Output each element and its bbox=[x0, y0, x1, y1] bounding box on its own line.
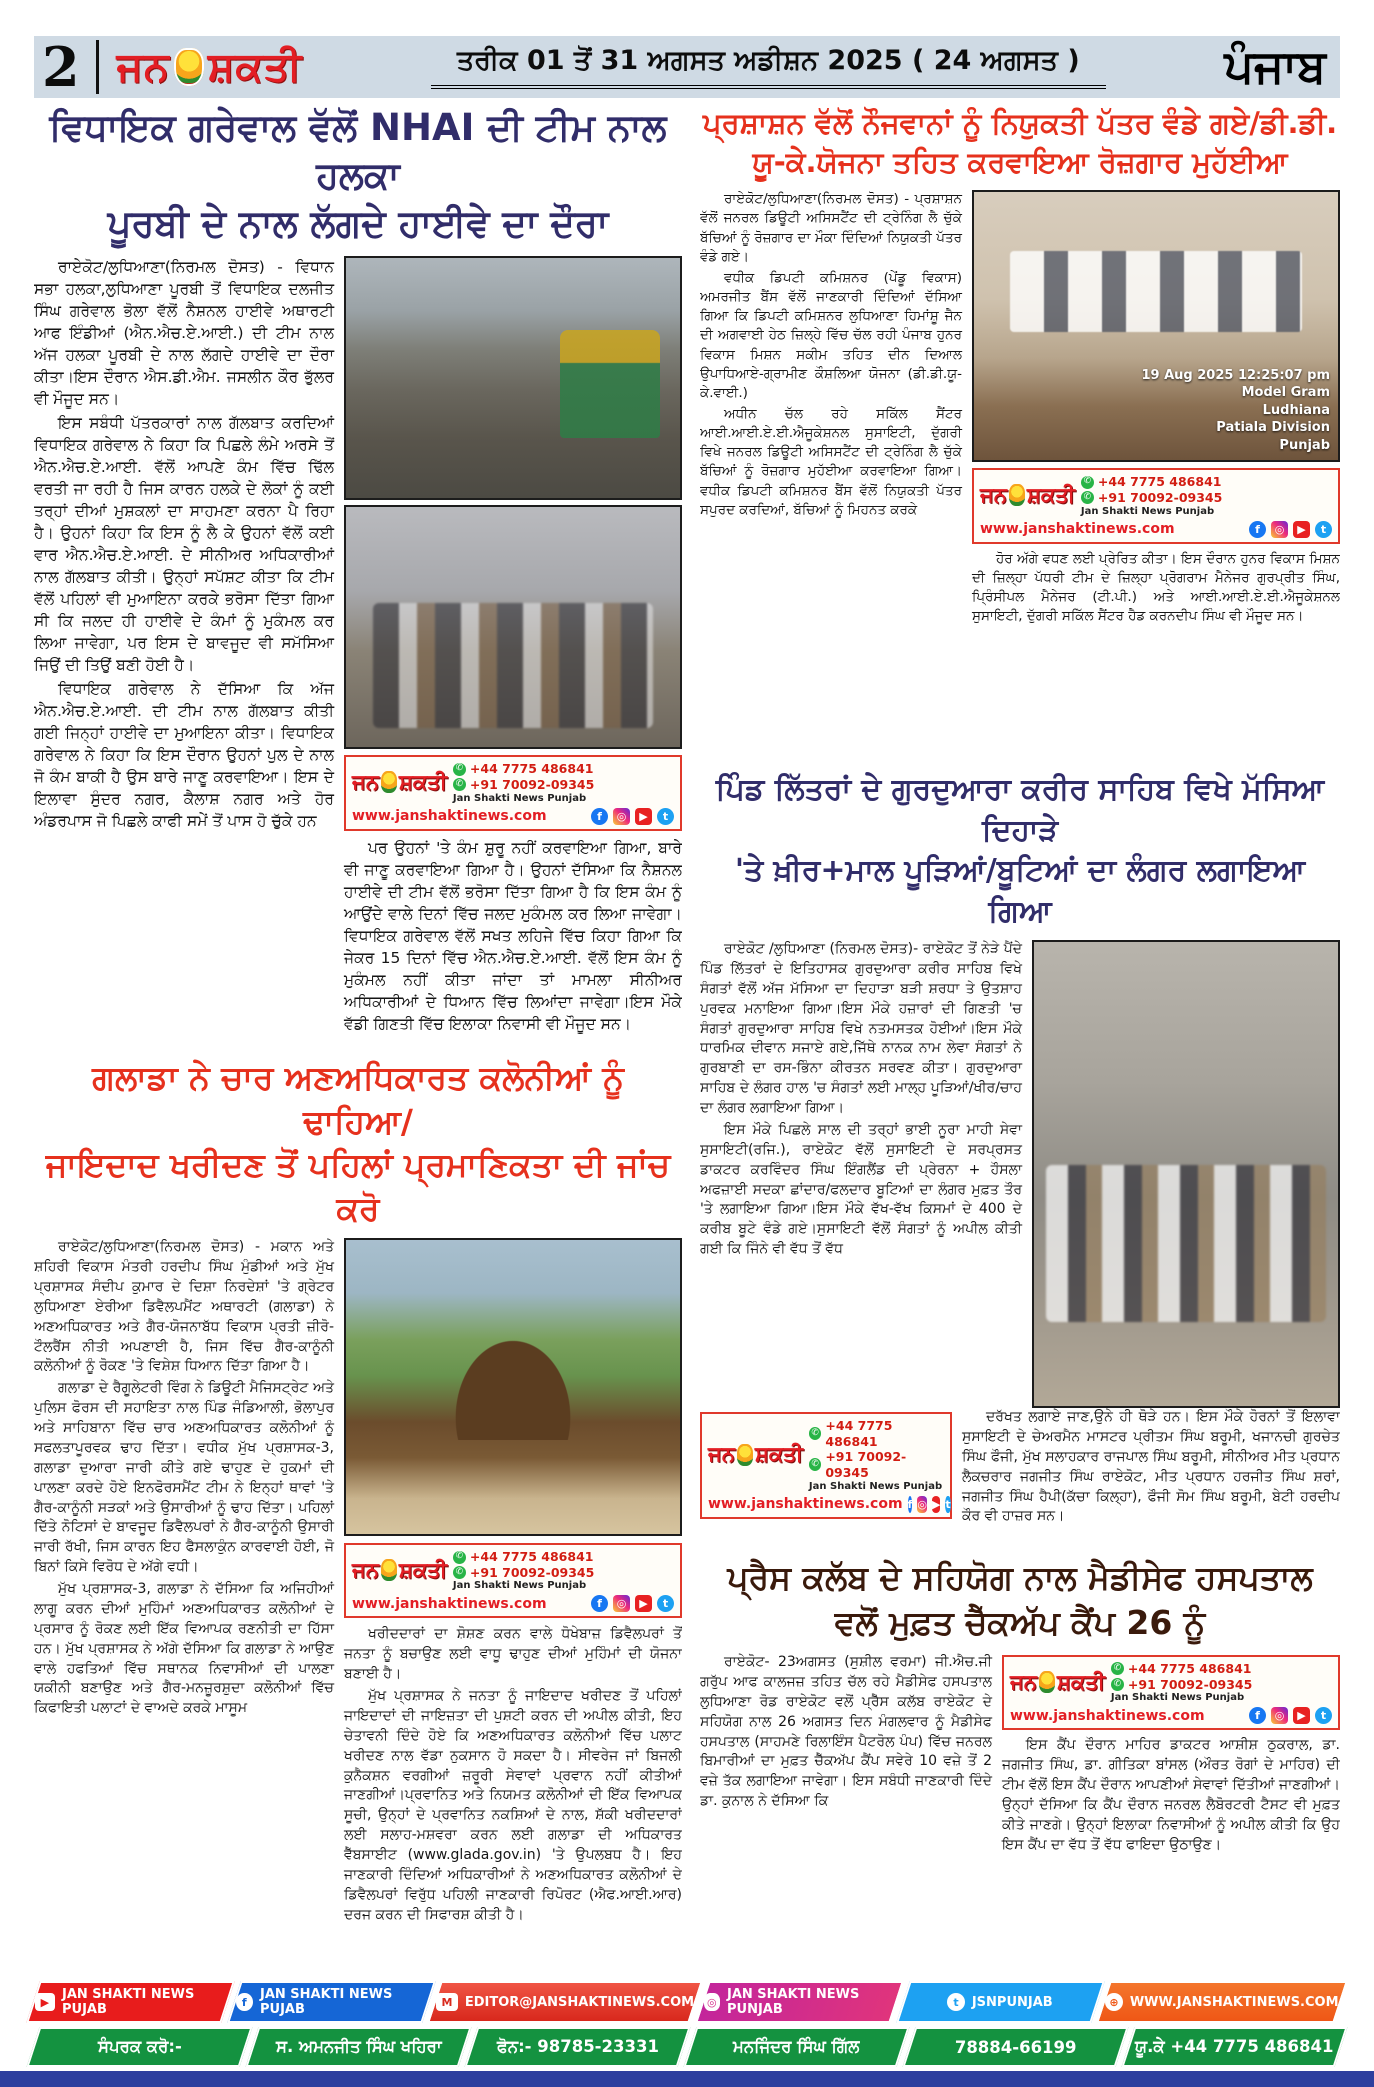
whatsapp-icon: ✆ bbox=[453, 763, 466, 776]
twitter-icon: t bbox=[657, 1595, 674, 1612]
whatsapp-icon: ✆ bbox=[1111, 1662, 1124, 1675]
paragraph: ਰਾਏਕੋਟ- 23ਅਗਸਤ (ਸੁਸ਼ੀਲ ਵਰਮਾ) ਜੀ.ਐਚ.ਜੀ ਗਰੁੱਪ ਆਫ ਕਾਲਜਜ਼ ਤਹਿਤ ਚੱਲ ਰਹੇ ਮੈਡੀਸੇਫ ਹਸਪਤਾਲ ਲੁਧਿਆਣਾ ਰੋਡ ਰਾਏਕੋਟ ਵਲੋਂ ਪ੍ਰੈੱਸ ਕਲੱਬ ਰਾਏਕੋਟ ਦੇ ਸਹਿਯੋਗ ਨਾਲ 26 ਅਗਸਤ ਦਿਨ ਮੰਗਲਵਾਰ ਨੂੰ ਮੈਡੀਸੇਫ ਹਸਪਤਾਲ (ਸਾਹਮਣੇ ਰਿਲਾਇੰਸ ਪੈਟਰੋਲ ਪੰਪ) ਵਿੱਚ ਜਨਰਲ ਬਿਮਾਰੀਆਂ ਦਾ ਮੁਫ਼ਤ ਚੈੱਕਅੱਪ ਕੈਂਪ ਸਵੇਰੇ 10 ਵਜ਼ੇ ਤੋਂ 2 ਵਜ਼ੇ ਤੱਕ ਲਗਾਇਆ ਜਾਵੇਗਾ। ਇਸ ਸਬੰਧੀ ਜਾਣਕਾਰੀ ਦਿੰਦੇ ਡਾ. ਕੁਨਾਲ ਨੇ ਦੱਸਿਆ ਕਿ bbox=[700, 1654, 992, 1810]
highway-inspection-photo-2 bbox=[344, 505, 682, 749]
badge-phone-india: ✆ +91 70092-09345 bbox=[1081, 490, 1332, 506]
article-bottom-section bbox=[700, 1408, 1340, 1527]
facebook-icon: f bbox=[591, 808, 608, 825]
facebook-icon: f bbox=[236, 1993, 253, 2011]
badge-name: Jan Shakti News Punjab bbox=[808, 1480, 943, 1492]
instagram-icon: ◎ bbox=[613, 1595, 630, 1612]
newspaper-logo bbox=[99, 44, 321, 90]
whatsapp-icon: ✆ bbox=[453, 778, 466, 791]
gurdwara-sangat-photo bbox=[1032, 940, 1340, 1408]
article-media-column bbox=[344, 256, 682, 1036]
article-headline: ਵਿਧਾਇਕ ਗਰੇਵਾਲ ਵੱਲੋਂ NHAI ਦੀ ਟੀਮ ਨਾਲ ਹਲਕਾ ਪੂਰਬੀ ਦੇ ਨਾਲ ਲੱਗਦੇ ਹਾਈਵੇ ਦਾ ਦੌਰਾ bbox=[49, 106, 667, 246]
paragraph: ਪਰ ਉਹਨਾਂ 'ਤੇ ਕੰਮ ਸ਼ੁਰੂ ਨਹੀਂ ਕਰਵਾਇਆ ਗਿਆ, ਬਾਰੇ ਵੀ ਜਾਣੂ ਕਰਵਾਇਆ ਗਿਆ ਹੈ। ਉਹਨਾਂ ਦੱਸਿਆ ਕਿ ਨੈਸ਼ਨਲ ਹਾਈਵੇ ਦੀ ਟੀਮ ਵੱਲੋਂ ਭਰੋਸਾ ਦਿੱਤਾ ਗਿਆ ਹੈ ਕਿ ਇਸ ਕੰਮ ਨੂੰ ਆਉਂਦੇ ਵਾਲੇ ਦਿਨਾਂ ਵਿੱਚ ਜਲਦ ਮੁਕੰਮਲ ਕਰ ਲਿਆ ਜਾਵੇਗਾ।ਵਿਧਾਇਕ ਗਰੇਵਾਲ ਵੱਲੋਂ ਸਖਤ ਲਹਿਜੇ ਵਿੱਚ ਕਿਹਾ ਗਿਆ ਕਿ ਜੇਕਰ 15 ਦਿਨਾਂ ਵਿੱਚ ਐਨ.ਐਚ.ਏ.ਆਈ. ਵੱਲੋਂ ਇਸ ਕੰਮ ਨੂੰ ਮੁਕੰਮਲ ਨਹੀਂ ਕੀਤਾ ਜਾਂਦਾ ਤਾਂ ਮਾਮਲਾ ਸੀਨੀਅਰ ਅਧਿਕਾਰੀਆਂ ਦੇ ਧਿਆਨ ਵਿੱਚ ਲਿਆਂਦਾ ਜਾਵੇਗਾ।ਇਸ ਮੌਕੇ ਵੱਡੀ ਗਿਣਤੀ ਵਿੱਚ ਇਲਾਕਾ ਨਿਵਾਸੀ ਵੀ ਮੌਜੂਦ ਸਨ। bbox=[344, 838, 682, 1033]
janshakti-contact-badge bbox=[344, 755, 682, 830]
footer-contact-cell: ਸੰਪਰਕ ਕਰੋ:- bbox=[27, 2027, 253, 2067]
footer-social-twitter: t JSNPUNJAB bbox=[896, 1981, 1104, 2023]
badge-phone-india: ✆ +91 70092-09345 bbox=[809, 1449, 944, 1480]
whatsapp-icon: ✆ bbox=[453, 1566, 466, 1579]
paragraph: ਵਧੀਕ ਡਿਪਟੀ ਕਮਿਸ਼ਨਰ (ਪੇਂਡੂ ਵਿਕਾਸ) ਅਮਰਜੀਤ ਬੈਂਸ ਵੱਲੋਂ ਜਾਣਕਾਰੀ ਦਿੰਦਿਆਂ ਦੱਸਿਆ ਗਿਆ ਕਿ ਡਿਪਟੀ ਕਮਿਸ਼ਨਰ ਲੁਧਿਆਣਾ ਹਿਮਾਂਸ਼ੂ ਜੈਨ ਦੀ ਅਗਵਾਈ ਹੇਠ ਜ਼ਿਲ੍ਹੇ ਵਿੱਚ ਚੱਲ ਰਹੀ ਪੰਜਾਬ ਹੁਨਰ ਵਿਕਾਸ ਮਿਸ਼ਨ ਸਕੀਮ ਤਹਿਤ ਦੀਨ ਦਿਆਲ ਉਪਾਧਿਆਏ-ਗ੍ਰਾਮੀਣ ਕੌਸ਼ਲਿਆ ਯੋਜਨਾ (ਡੀ.ਡੀ.ਯੂ-ਕੇ.ਵਾਈ.) bbox=[700, 269, 962, 401]
article-media-column bbox=[1002, 1653, 1340, 1858]
bottom-blue-strip bbox=[0, 2071, 1374, 2087]
youtube-icon: ▶ bbox=[35, 1993, 55, 2011]
badge-logo: ਜਨ ਸ਼ਕਤੀ bbox=[352, 769, 447, 794]
paragraph: ਇਸ ਕੈਂਪ ਦੌਰਾਨ ਮਾਹਿਰ ਡਾਕਟਰ ਆਸ਼ੀਸ਼ ਠੁਕਰਾਲ, ਡਾ. ਜਗਜੀਤ ਸਿੰਘ, ਡਾ. ਗੀਤਿਕਾ ਬਾਂਸਲ (ਔਰਤ ਰੋਗਾਂ ਦੇ ਮਾਹਿਰ) ਦੀ ਟੀਮ ਵੱਲੋਂ ਇਸ ਕੈਂਪ ਦੌਰਾਨ ਆਪਣੀਆਂ ਸੇਵਾਵਾਂ ਦਿੱਤੀਆਂ ਜਾਣਗੀਆਂ। ਉਨ੍ਹਾਂ ਦੱਸਿਆ ਕਿ ਕੈਂਪ ਦੌਰਾਨ ਜਨਰਲ ਲੈਬੋਰਟਰੀ ਟੈਸਟ ਵੀ ਮੁਫ਼ਤ ਕੀਤੇ ਜਾਣਗੇ। ਉਨ੍ਹਾਂ ਇਲਾਕਾ ਨਿਵਾਸੀਆਂ ਨੂੰ ਅਪੀਲ ਕੀਤੀ ਕਿ ਉਹ ਇਸ ਕੈਂਪ ਦਾ ਵੱਧ ਤੋਂ ਵੱਧ ਫਾਇਦਾ ਉਠਾਉਣ। bbox=[1002, 1737, 1340, 1853]
article-free-checkup-camp bbox=[700, 1556, 1340, 1970]
footer-social-instagram: ◎ JAN SHAKTI NEWS PUNJAB bbox=[695, 1981, 903, 2023]
footer-contact-cell: ਫੋਨ:- 98785-23331 bbox=[465, 2027, 691, 2067]
badge-logo: ਜਨ ਸ਼ਕਤੀ bbox=[1010, 1669, 1105, 1694]
logo-word-left: ਜਨ bbox=[116, 44, 170, 90]
janshakti-contact-badge bbox=[344, 1543, 682, 1618]
article-media-column bbox=[972, 190, 1340, 628]
badge-phone-uk: ✆ +44 7775 486841 bbox=[453, 761, 674, 777]
janshakti-emblem-icon bbox=[174, 48, 204, 86]
badge-website: www.janshaktinews.com bbox=[352, 1595, 547, 1612]
article-text-column bbox=[700, 1653, 992, 1858]
instagram-icon: ◎ bbox=[1271, 521, 1288, 538]
photo-timestamp: 19 Aug 2025 12:25:07 pm Model Gram Ludhiana Patiala Division Punjab bbox=[1141, 367, 1330, 453]
article-headline: ਪਿੰਡ ਲਿੱਤਰਾਂ ਦੇ ਗੁਰਦੁਆਰਾ ਕਰੀਰ ਸਾਹਿਬ ਵਿਖੇ ਮੱਸਿਆ ਦਿਹਾੜੇ 'ਤੇ ਖ਼ੀਰ+ਮਾਲ ਪੂੜਿਆਂ/ਬੂਟਿਆਂ ਦਾ ਲੰਗਰ ਲਗਾਇਆ ਗਿਆ bbox=[715, 772, 1325, 929]
badge-website: www.janshaktinews.com bbox=[1010, 1707, 1205, 1724]
article-headline: ਪ੍ਰੈਸ ਕਲੱਬ ਦੇ ਸਹਿਯੋਗ ਨਾਲ ਮੈਡੀਸੇਫ ਹਸਪਤਾਲ ਵਲੋਂ ਮੁਫ਼ਤ ਚੈੱਕਅੱਪ ਕੈਂਪ 26 ਨੂੰ bbox=[727, 1558, 1313, 1642]
paragraph: ਵਿਧਾਇਕ ਗਰੇਵਾਲ ਨੇ ਦੱਸਿਆ ਕਿ ਅੱਜ ਐਨ.ਐਚ.ਏ.ਆਈ. ਦੀ ਟੀਮ ਨਾਲ ਗੱਲਬਾਤ ਕੀਤੀ ਗਈ ਜਿਨ੍ਹਾਂ ਹਾਈਵੇ ਦਾ ਮੁਆਇਨਾ ਕੀਤਾ। ਵਿਧਾਇਕ ਗਰੇਵਾਲ ਨੇ ਕਿਹਾ ਕਿ ਇਸ ਦੌਰਾਨ ਉਹਨਾਂ ਪੁਲ ਦੇ ਨਾਲ ਜੋ ਕੰਮ ਬਾਕੀ ਹੈ ਉਸ ਬਾਰੇ ਜਾਣੂ ਕਰਵਾਇਆ। ਇਸ ਦੇ ਇਲਾਵਾ ਸੁੰਦਰ ਨਗਰ, ਕੈਲਾਸ਼ ਨਗਰ ਅਤੇ ਹੋਰ ਅੰਡਰਪਾਸ ਜੋ ਪਿਛਲੇ ਕਾਫੀ ਸਮੇਂ ਤੋਂ ਪਾਸ ਹੋ ਚੁੱਕੇ ਹਨ bbox=[34, 680, 334, 831]
article-glada-demolition bbox=[34, 1056, 682, 1964]
region-title: ਪੰਜਾਬ bbox=[1224, 39, 1326, 93]
badge-phone-uk: ✆ +44 7775 486841 bbox=[809, 1418, 944, 1449]
masthead-center bbox=[320, 45, 1216, 89]
article-media-column bbox=[344, 1238, 682, 1927]
paragraph: ਗਲਾਡਾ ਦੇ ਰੈਗੂਲੇਟਰੀ ਵਿੰਗ ਨੇ ਡਿਊਟੀ ਮੈਜਿਸਟ੍ਰੇਟ ਅਤੇ ਪੁਲਿਸ ਫੋਰਸ ਦੀ ਸਹਾਇਤਾ ਨਾਲ ਪਿੰਡ ਜੰਡਿਆਲੀ, ਭੋਲਾਪੁਰ ਅਤੇ ਸਾਹਿਬਾਨਾ ਵਿੱਚ ਚਾਰ ਅਣਅਧਿਕਾਰਤ ਕਲੋਨੀਆਂ ਨੂੰ ਸਫਲਤਾਪੂਰਵਕ ਢਾਹ ਦਿੱਤਾ। ਵਧੀਕ ਮੁੱਖ ਪ੍ਰਸ਼ਾਸਕ-3, ਗਲਾਡਾ ਦੁਆਰਾ ਜਾਰੀ ਕੀਤੇ ਗਏ ਢਾਹੁਣ ਦੇ ਹੁਕਮਾਂ ਦੀ ਪਾਲਣਾ ਕਰਦੇ ਹੋਏ ਇਨਫੋਰਸਮੈਂਟ ਟੀਮ ਨੇ ਇਨ੍ਹਾਂ ਥਾਵਾਂ 'ਤੇ ਗੈਰ-ਕਾਨੂੰਨੀ ਸੜਕਾਂ ਅਤੇ ਉਸਾਰੀਆਂ ਨੂੰ ਢਾਹ ਦਿੱਤਾ। ਪਹਿਲਾਂ ਦਿੱਤੇ ਨੋਟਿਸਾਂ ਦੇ ਬਾਵਜੂਦ ਡਿਵੈਲਪਰਾਂ ਨੇ ਗੈਰ-ਕਾਨੂੰਨੀ ਉਸਾਰੀ ਜਾਰੀ ਰੱਖੀ, ਜਿਸ ਕਾਰਨ ਇਹ ਫੈਸਲਾਕੁੰਨ ਕਾਰਵਾਈ ਹੋਈ, ਜੋ ਬਿਨਾਂ ਕਿਸੇ ਵਿਰੋਧ ਦੇ ਅੱਗੇ ਵਧੀ। bbox=[34, 1380, 334, 1576]
facebook-icon: f bbox=[1249, 521, 1266, 538]
janshakti-emblem-icon bbox=[1039, 1671, 1055, 1693]
article-media-column bbox=[1032, 940, 1340, 1408]
instagram-icon: ◎ bbox=[613, 808, 630, 825]
janshakti-emblem-icon bbox=[1009, 484, 1025, 506]
paragraph: ਦਰੱਖਤ ਲਗਾਏ ਜਾਣ,ਉਨੇ ਹੀ ਥੋੜੇ ਹਨ। ਇਸ ਮੌਕੇ ਹੋਰਨਾਂ ਤੋਂ ਇਲਾਵਾ ਸੁਸਾਇਟੀ ਦੇ ਚੇਅਰਮੈਨ ਮਾਸਟਰ ਪ੍ਰੀਤਮ ਸਿੰਘ ਬਰੂਮੀ, ਖਜਾਨਚੀ ਗੁਰਚੇਤ ਸਿੰਘ ਫੌਜੀ, ਮੁੱਖ ਸਲਾਹਕਾਰ ਰਾਜਪਾਲ ਸਿੰਘ ਬਰੂਮੀ, ਸੀਨੀਅਰ ਮੀਤ ਪ੍ਰਧਾਨ ਲੈਕਚਰਾਰ ਜਗਜੀਤ ਸਿੰਘ ਰਾਏਕੋਟ, ਮੀਤ ਪ੍ਰਧਾਨ ਹਰਜੀਤ ਸਿੰਘ ਸ਼ਰਾਂ, ਜਗਜੀਤ ਸਿੰਘ ਹੈਪੀ(ਕੱਚਾ ਕਿਲ੍ਹਾ), ਫੌਜੀ ਸੋਮ ਸਿੰਘ ਬਰੂਮੀ, ਬੇਟੀ ਹਰਦੀਪ ਕੌਰ ਵੀ ਹਾਜ਼ਰ ਸਨ। bbox=[962, 1409, 1340, 1525]
instagram-icon: ◎ bbox=[917, 1497, 927, 1511]
whatsapp-icon: ✆ bbox=[809, 1458, 821, 1471]
gmail-icon: M bbox=[436, 1993, 458, 2011]
badge-website: www.janshaktinews.com bbox=[708, 1496, 903, 1512]
whatsapp-icon: ✆ bbox=[1081, 491, 1094, 504]
janshakti-contact-badge bbox=[700, 1412, 952, 1519]
youtube-icon: ▶ bbox=[931, 1497, 941, 1511]
janshakti-contact-badge bbox=[1002, 1655, 1340, 1730]
article-nhai-highway-tour bbox=[34, 104, 682, 1052]
badge-website: www.janshaktinews.com bbox=[980, 521, 1175, 538]
facebook-icon: f bbox=[907, 1497, 913, 1511]
twitter-icon: t bbox=[947, 1993, 965, 2011]
footer-social-email: M EDITOR@JANSHAKTINEWS.COM bbox=[427, 1981, 703, 2023]
footer-social-facebook: f JAN SHAKTI NEWS PUJAB bbox=[227, 1981, 435, 2023]
paragraph: ਅਧੀਨ ਚੱਲ ਰਹੇ ਸਕਿੱਲ ਸੈਂਟਰ ਆਈ.ਆਈ.ਏ.ਈ.ਐਜੂਕੇਸ਼ਨਲ ਸੁਸਾਇਟੀ, ਦੁੱਗਰੀ ਵਿਖੇ ਜਨਰਲ ਡਿਊਟੀ ਅਸਿਸਟੈਂਟ ਦੀ ਟ੍ਰੇਨਿੰਗ ਲੈ ਚੁੱਕੇ ਬੱਚਿਆਂ ਨੂੰ ਰੋਜ਼ਗਾਰ ਮੁਹੱਈਆ ਕਰਵਾਇਆ ਗਿਆ। ਵਧੀਕ ਡਿਪਟੀ ਕਮਿਸ਼ਨਰ ਬੈਂਸ ਵੱਲੋਂ ਨਿਯੁਕਤੀ ਪੱਤਰ ਸਪੁਰਦ ਕਰਦਿਆਂ, ਬੱਚਿਆਂ ਨੂੰ ਮਿਹਨਤ ਕਰਕੇ bbox=[700, 406, 962, 518]
footer-contact-cell: ਸ. ਅਮਨਜੀਤ ਸਿੰਘ ਖਹਿਰਾ bbox=[246, 2027, 472, 2067]
paragraph: ਖਰੀਦਦਾਰਾਂ ਦਾ ਸ਼ੋਸ਼ਣ ਕਰਨ ਵਾਲੇ ਧੋਖੇਬਾਜ਼ ਡਿਵੈਲਪਰਾਂ ਤੋਂ ਜਨਤਾ ਨੂੰ ਬਚਾਉਣ ਲਈ ਵਾਧੂ ਢਾਹੁਣ ਦੀਆਂ ਮੁਹਿੰਮਾਂ ਦੀ ਯੋਜਨਾ ਬਣਾਈ ਹੈ। bbox=[344, 1626, 682, 1683]
whatsapp-icon: ✆ bbox=[453, 1551, 466, 1564]
janshakti-contact-badge bbox=[972, 468, 1340, 543]
badge-logo: ਜਨ ਸ਼ਕਤੀ bbox=[708, 1442, 803, 1467]
highway-inspection-photo-1 bbox=[344, 256, 682, 500]
paragraph: ਰਾਏਕੋਟ/ਲੁਧਿਆਣਾ(ਨਿਰਮਲ ਦੋਸਤ) - ਪ੍ਰਸ਼ਾਸ਼ਨ ਵੱਲੋਂ ਜਨਰਲ ਡਿਊਟੀ ਅਸਿਸਟੈਂਟ ਦੀ ਟ੍ਰੇਨਿੰਗ ਲੈ ਚੁੱਕੇ ਬੱਚਿਆਂ ਨੂੰ ਰੋਜ਼ਗਾਰ ਦਾ ਮੌਕਾ ਦਿੰਦਿਆਂ ਨਿਯੁਕਤੀ ਪੱਤਰ ਵੰਡੇ ਗਏ। bbox=[700, 191, 962, 265]
footer-contact-cell: ਯੂ.ਕੇ +44 7775 486841 bbox=[1122, 2027, 1348, 2067]
footer-contact-cell: ਮਨਜਿੰਦਰ ਸਿੰਘ ਗਿੱਲ bbox=[684, 2027, 910, 2067]
paragraph: ਹੋਰ ਅੱਗੇ ਵਧਣ ਲਈ ਪ੍ਰੇਰਿਤ ਕੀਤਾ। ਇਸ ਦੌਰਾਨ ਹੁਨਰ ਵਿਕਾਸ ਮਿਸ਼ਨ ਦੀ ਜ਼ਿਲ੍ਹਾ ਪੱਧਰੀ ਟੀਮ ਦੇ ਜ਼ਿਲ੍ਹਾ ਪ੍ਰੋਗਰਾਮ ਮੈਨੇਜਰ ਗੁਰਪ੍ਰੀਤ ਸਿੰਘ, ਪ੍ਰਿੰਸੀਪਲ ਮੈਨੇਜਰ (ਟੀ.ਪੀ.) ਅਤੇ ਆਈ.ਆਈ.ਏ.ਈ.ਐਜੂਕੇਸ਼ਨਲ ਸੁਸਾਇਟੀ, ਦੁੱਗਰੀ ਸਕਿੱਲ ਸੈਂਟਰ ਹੈਡ ਕਰਨਦੀਪ ਸਿੰਘ ਵੀ ਮੌਜੂਦ ਸਨ। bbox=[972, 550, 1340, 624]
badge-logo: ਜਨ ਸ਼ਕਤੀ bbox=[352, 1557, 447, 1582]
instagram-icon: ◎ bbox=[1271, 1707, 1288, 1724]
article-appointment-letters bbox=[700, 104, 1340, 764]
badge-website: www.janshaktinews.com bbox=[352, 808, 547, 825]
article-headline: ਗਲਾਡਾ ਨੇ ਚਾਰ ਅਣਅਧਿਕਾਰਤ ਕਲੋਨੀਆਂ ਨੂੰ ਢਾਹਿਆ/ ਜਾਇਦਾਦ ਖਰੀਦਣ ਤੋਂ ਪਹਿਲਾਂ ਪ੍ਰਮਾਣਿਕਤਾ ਦੀ ਜਾਂਚ ਕਰੋ bbox=[45, 1058, 671, 1228]
badge-phone-uk: ✆ +44 7775 486841 bbox=[1111, 1661, 1332, 1677]
footer-social-youtube: ▶ JAN SHAKTI NEWS PUJAB bbox=[26, 1981, 234, 2023]
twitter-icon: t bbox=[945, 1497, 951, 1511]
paragraph: ਰਾਏਕੋਟ/ਲੁਧਿਆਣਾ(ਨਿਰਮਲ ਦੋਸਤ) - ਮਕਾਨ ਅਤੇ ਸ਼ਹਿਰੀ ਵਿਕਾਸ ਮੰਤਰੀ ਹਰਦੀਪ ਸਿੰਘ ਮੁੰਡੀਆਂ ਅਤੇ ਮੁੱਖ ਪ੍ਰਸ਼ਾਸਕ ਸੰਦੀਪ ਕੁਮਾਰ ਦੇ ਦਿਸ਼ਾ ਨਿਰਦੇਸ਼ਾਂ 'ਤੇ ਗ੍ਰੇਟਰ ਲੁਧਿਆਣਾ ਏਰੀਆ ਡਿਵੈਲਪਮੈਂਟ ਅਥਾਰਟੀ (ਗਲਾਡਾ) ਨੇ ਅਣਅਧਿਕਾਰਤ ਅਤੇ ਗੈਰ-ਯੋਜਨਾਬੱਧ ਵਿਕਾਸ ਪ੍ਰਤੀ ਜ਼ੀਰੋ-ਟੌਲਰੈਂਸ ਨੀਤੀ ਅਪਣਾਈ ਹੈ, ਜਿਸ ਵਿੱਚ ਗੈਰ-ਕਾਨੂੰਨੀ ਕਲੋਨੀਆਂ ਨੂੰ ਰੋਕਣ 'ਤੇ ਵਿਸ਼ੇਸ਼ ਧਿਆਨ ਦਿੱਤਾ ਗਿਆ ਹੈ। bbox=[34, 1239, 334, 1375]
paragraph: ਇਸ ਮੌਕੇ ਪਿਛਲੇ ਸਾਲ ਦੀ ਤਰ੍ਹਾਂ ਭਾਈ ਨੂਰਾ ਮਾਹੀ ਸੇਵਾ ਸੁਸਾਇਟੀ(ਰਜਿ.), ਰਾਏਕੋਟ ਵੱਲੋਂ ਸੁਸਾਇਟੀ ਦੇ ਸਰਪ੍ਰਸਤ ਡਾਕਟਰ ਕਰਵਿੰਦਰ ਸਿੰਘ ਇੰਗਲੈਂਡ ਦੀ ਪ੍ਰੇਰਨਾ + ਹੌਸਲਾ ਅਫਜ਼ਾਈ ਸਦਕਾ ਛਾਂਦਾਰ/ਫਲਦਾਰ ਬੂਟਿਆਂ ਦਾ ਲੰਗਰ ਮੁਫ਼ਤ ਤੌਰ 'ਤੇ ਲਗਾਇਆ ਗਿਆ।ਇਸ ਮੌਕੇ ਵੱਖ-ਵੱਖ ਕਿਸਮਾਂ ਦੇ 400 ਦੇ ਕਰੀਬ ਬੂਟੇ ਵੰਡੇ ਗਏ।ਸੁਸਾਇਟੀ ਵੱਲੋਂ ਸੰਗਤਾਂ ਨੂੰ ਅਪੀਲ ਕੀਤੀ ਗਈ ਕਿ ਜਿੰਨੇ ਵੀ ਵੱਧ ਤੋਂ ਵੱਧ bbox=[700, 1121, 1022, 1258]
article-text-column bbox=[34, 256, 334, 1036]
janshakti-emblem-icon bbox=[381, 1559, 397, 1581]
page-number: 2 bbox=[34, 40, 99, 94]
facebook-icon: f bbox=[591, 1595, 608, 1612]
paragraph: ਇਸ ਸਬੰਧੀ ਪੱਤਰਕਾਰਾਂ ਨਾਲ ਗੱਲਬਾਤ ਕਰਦਿਆਂ ਵਿਧਾਇਕ ਗਰੇਵਾਲ ਨੇ ਕਿਹਾ ਕਿ ਪਿਛਲੇ ਲੰਮੇ ਅਰਸੇ ਤੋਂ ਐਨ.ਐਚ.ਏ.ਆਈ. ਵੱਲੋਂ ਆਪਣੇ ਕੰਮ ਵਿੱਚ ਢਿੱਲ ਵਰਤੀ ਜਾ ਰਹੀ ਹੈ ਜਿਸ ਕਾਰਨ ਹਲਕੇ ਦੇ ਲੋਕਾਂ ਨੂੰ ਕਈ ਤਰ੍ਹਾਂ ਦੀਆਂ ਮੁਸ਼ਕਲਾਂ ਦਾ ਸਾਹਮਣਾ ਕਰਨਾ ਪੈ ਰਿਹਾ ਹੈ। ਉਹਨਾਂ ਕਿਹਾ ਕਿ ਇਸ ਨੂੰ ਲੈ ਕੇ ਉਹਨਾਂ ਵੱਲੋਂ ਕਈ ਵਾਰ ਐਨ.ਐਚ.ਏ.ਆਈ. ਦੇ ਸੀਨੀਅਰ ਅਧਿਕਾਰੀਆਂ ਨਾਲ ਗੱਲਬਾਤ ਕੀਤੀ। ਉਨ੍ਹਾਂ ਸਪੱਸ਼ਟ ਕੀਤਾ ਕਿ ਟੀਮ ਵੱਲੋਂ ਪਹਿਲਾਂ ਵੀ ਮੁਆਇਨਾ ਕਰਕੇ ਭਰੋਸਾ ਦਿੱਤਾ ਗਿਆ ਸੀ ਕਿ ਜਲਦ ਹੀ ਹਾਈਵੇ ਦੇ ਕੰਮਾਂ ਨੂੰ ਮੁਕੰਮਲ ਕਰ ਲਿਆ ਜਾਵੇਗਾ, ਪਰ ਇਸ ਦੇ ਬਾਵਜੂਦ ਵੀ ਸਮੱਸਿਆ ਜਿਉਂ ਦੀ ਤਿਉਂ ਬਣੀ ਹੋਈ ਹੈ। bbox=[34, 414, 334, 675]
janshakti-emblem-icon bbox=[381, 771, 397, 793]
youtube-icon: ▶ bbox=[1293, 1707, 1310, 1724]
whatsapp-icon: ✆ bbox=[809, 1427, 821, 1440]
paragraph: ਮੁੱਖ ਪ੍ਰਸ਼ਾਸਕ ਨੇ ਜਨਤਾ ਨੂੰ ਜਾਇਦਾਦ ਖਰੀਦਣ ਤੋਂ ਪਹਿਲਾਂ ਜਾਇਦਾਦਾਂ ਦੀ ਜਾਇਜ਼ਤਾ ਦੀ ਪੁਸ਼ਟੀ ਕਰਨ ਦੀ ਅਪੀਲ ਕੀਤੀ, ਇਹ ਚੇਤਾਵਨੀ ਦਿੰਦੇ ਹੋਏ ਕਿ ਅਣਅਧਿਕਾਰਤ ਕਲੋਨੀਆਂ ਵਿੱਚ ਪਲਾਟ ਖਰੀਦਣ ਨਾਲ ਵੱਡਾ ਨੁਕਸਾਨ ਹੋ ਸਕਦਾ ਹੈ। ਸੀਵਰੇਜ ਜਾਂ ਬਿਜਲੀ ਕੁਨੈਕਸ਼ਨ ਵਰਗੀਆਂ ਜ਼ਰੂਰੀ ਸੇਵਾਵਾਂ ਪ੍ਰਵਾਨ ਨਹੀਂ ਕੀਤੀਆਂ ਜਾਣਗੀਆਂ।ਪ੍ਰਵਾਨਿਤ ਅਤੇ ਨਿਯਮਤ ਕਲੋਨੀਆਂ ਦੀ ਇੱਕ ਵਿਆਪਕ ਸੂਚੀ, ਉਨ੍ਹਾਂ ਦੇ ਪ੍ਰਵਾਨਿਤ ਨਕਸ਼ਿਆਂ ਦੇ ਨਾਲ, ਸ਼ੱਕੀ ਖਰੀਦਦਾਰਾਂ ਲਈ ਸਲਾਹ-ਮਸ਼ਵਰਾ ਕਰਨ ਲਈ ਗਲਾਡਾ ਦੀ ਅਧਿਕਾਰਤ ਵੈੱਬਸਾਈਟ (www.glada.gov.in) 'ਤੇ ਉਪਲਬਧ ਹੈ। ਇਹ ਜਾਣਕਾਰੀ ਦਿੰਦਿਆਂ ਅਧਿਕਾਰੀਆਂ ਨੇ ਅਣਅਧਿਕਾਰਤ ਕਲੋਨੀਆਂ ਦੇ ਡਿਵੈਲਪਰਾਂ ਵਿਰੁੱਧ ਪਹਿਲੀ ਜਾਣਕਾਰੀ ਰਿਪੋਰਟ (ਐਫ.ਆਈ.ਆਰ) ਦਰਜ ਕਰਨ ਦੀ ਸਿਫਾਰਸ਼ ਕੀਤੀ ਹੈ। bbox=[344, 1688, 682, 1923]
article-headline: ਪ੍ਰਸ਼ਾਸ਼ਨ ਵੱਲੋਂ ਨੌਜਵਾਨਾਂ ਨੂੰ ਨਿਯੁਕਤੀ ਪੱਤਰ ਵੰਡੇ ਗਏ/ਡੀ.ਡੀ. ਯੂ-ਕੇ.ਯੋਜਨਾ ਤਹਿਤ ਕਰਵਾਇਆ ਰੋਜ਼ਗਾਰ ਮੁਹੱਈਆ bbox=[702, 106, 1338, 180]
badge-name: Jan Shakti News Punjab bbox=[452, 792, 587, 804]
article-text-column bbox=[34, 1238, 334, 1927]
article-text-column bbox=[700, 940, 1022, 1408]
badge-phone-india: ✆ +91 70092-09345 bbox=[453, 1565, 674, 1581]
footer-contact-cell: 78884-66199 bbox=[903, 2027, 1129, 2067]
youtube-icon: ▶ bbox=[635, 1595, 652, 1612]
instagram-icon: ◎ bbox=[704, 1993, 720, 2011]
paragraph: ਮੁੱਖ ਪ੍ਰਸ਼ਾਸਕ-3, ਗਲਾਡਾ ਨੇ ਦੱਸਿਆ ਕਿ ਅਜਿਹੀਆਂ ਲਾਗੂ ਕਰਨ ਦੀਆਂ ਮੁਹਿੰਮਾਂ ਅਣਅਧਿਕਾਰਤ ਕਲੋਨੀਆਂ ਦੇ ਪ੍ਰਸਾਰ ਨੂੰ ਰੋਕਣ ਲਈ ਇੱਕ ਵਿਆਪਕ ਰਣਨੀਤੀ ਦਾ ਹਿੱਸਾ ਹਨ। ਮੁੱਖ ਪ੍ਰਸ਼ਾਸਕ ਨੇ ਅੱਗੇ ਦੱਸਿਆ ਕਿ ਗਲਾਡਾ ਨੇ ਆਉਣ ਵਾਲੇ ਹਫਤਿਆਂ ਵਿੱਚ ਸਥਾਨਕ ਨਿਵਾਸੀਆਂ ਦੀ ਪਾਲਣਾ ਯਕੀਨੀ ਬਣਾਉਣ ਅਤੇ ਗੈਰ-ਮਨਜ਼ੂਰਸ਼ੁਦਾ ਕਲੋਨੀਆਂ ਵਿੱਚ ਕਿਫਾਇਤੀ ਪਲਾਟਾਂ ਦੇ ਵਾਅਦੇ ਕਰਕੇ ਮਾਸੂਮ bbox=[34, 1581, 334, 1717]
badge-logo: ਜਨ ਸ਼ਕਤੀ bbox=[980, 482, 1075, 507]
paragraph: ਰਾਏਕੋਟ/ਲੁਧਿਆਣਾ(ਨਿਰਮਲ ਦੋਸਤ) - ਵਿਧਾਨ ਸਭਾ ਹਲਕਾ,ਲੁਧਿਆਣਾ ਪੂਰਬੀ ਤੋਂ ਵਿਧਾਇਕ ਦਲਜੀਤ ਸਿੰਘ ਗਰੇਵਾਲ ਭੋਲਾ ਵੱਲੋਂ ਨੈਸ਼ਨਲ ਹਾਈਵੇ ਅਥਾਰਟੀ ਆਫ ਇੰਡੀਆਂ (ਐਨ.ਐਚ.ਏ.ਆਈ.) ਦੀ ਟੀਮ ਨਾਲ ਅੱਜ ਹਲਕਾ ਪੂਰਬੀ ਦੇ ਨਾਲ ਲੱਗਦੇ ਹਾਈਵੇ ਦਾ ਦੌਰਾ ਕੀਤਾ।ਇਸ ਦੌਰਾਨ ਐਸ.ਡੀ.ਐਮ. ਜਸਲੀਨ ਕੌਰ ਭੁੱਲਰ ਵੀ ਮੌਜੂਦ ਸਨ। bbox=[34, 258, 334, 409]
whatsapp-icon: ✆ bbox=[1081, 476, 1094, 489]
globe-icon: ⊕ bbox=[1105, 1993, 1123, 2011]
janshakti-emblem-icon bbox=[737, 1444, 753, 1466]
badge-phone-uk: ✆ +44 7775 486841 bbox=[1081, 474, 1332, 490]
youtube-icon: ▶ bbox=[635, 808, 652, 825]
edition-dateline: ਤਰੀਕ 01 ਤੋਂ 31 ਅਗਸਤ ਅਡੀਸ਼ਨ 2025 ( 24 ਅਗਸਤ ) bbox=[431, 45, 1106, 89]
footer-contact-bar bbox=[30, 2027, 1344, 2067]
appointment-ceremony-photo bbox=[972, 190, 1340, 462]
twitter-icon: t bbox=[1315, 521, 1332, 538]
facebook-icon: f bbox=[1249, 1707, 1266, 1724]
masthead bbox=[34, 36, 1340, 98]
twitter-icon: t bbox=[657, 808, 674, 825]
badge-name: Jan Shakti News Punjab bbox=[1080, 505, 1215, 517]
article-gurdwara-langar bbox=[700, 770, 1340, 1552]
footer-social-bar bbox=[30, 1981, 1344, 2023]
logo-word-right: ਸ਼ਕਤੀ bbox=[207, 44, 303, 90]
badge-name: Jan Shakti News Punjab bbox=[1110, 1692, 1245, 1704]
badge-phone-india: ✆ +91 70092-09345 bbox=[453, 777, 674, 793]
badge-phone-india: ✆ +91 70092-09345 bbox=[1111, 1677, 1332, 1693]
paragraph: ਰਾਏਕੋਟ /ਲੁਧਿਆਣਾ (ਨਿਰਮਲ ਦੋਸਤ)- ਰਾਏਕੋਟ ਤੋਂ ਨੇੜੇ ਪੈਂਦੇ ਪਿੰਡ ਲਿੱਤਰਾਂ ਦੇ ਇਤਿਹਾਸਕ ਗੁਰਦੁਆਰਾ ਕਰੀਰ ਸਾਹਿਬ ਵਿਖੇ ਸੰਗਤਾਂ ਵੱਲੋਂ ਅੱਜ ਮੱਸਿਆ ਦਾ ਦਿਹਾੜਾ ਬੜੀ ਸ਼ਰਧਾ ਤੇ ਉਤਸ਼ਾਹ ਪੁਰਵਕ ਮਨਾਇਆ ਗਿਆ।ਇਸ ਮੌਕੇ ਹਜ਼ਾਰਾਂ ਦੀ ਗਿਣਤੀ 'ਚ ਸੰਗਤਾਂ ਗੁਰਦੁਆਰਾ ਸਾਹਿਬ ਵਿਖੇ ਨਤਮਸਤਕ ਹੋਈਆਂ।ਇਸ ਮੌਕੇ ਧਾਰਮਿਕ ਦੀਵਾਨ ਸਜਾਏ ਗਏ,ਜਿੱਥੇ ਨਾਨਕ ਨਾਮ ਲੇਵਾ ਸੰਗਤਾਂ ਨੇ ਗੁਰਬਾਣੀ ਦਾ ਰਸ-ਭਿੰਨਾ ਕੀਰਤਨ ਸਰਵਣ ਕੀਤਾ। ਗੁਰਦੁਆਰਾ ਸਾਹਿਬ ਦੇ ਲੰਗਰ ਹਾਲ 'ਚ ਸੰਗਤਾਂ ਲਈ ਮਾਲ੍ਹ ਪੂੜਿਆਂ/ਖੀਰ/ਚਾਹ ਦਾ ਲੰਗਰ ਲਗਾਇਆ ਗਿਆ। bbox=[700, 941, 1022, 1116]
youtube-icon: ▶ bbox=[1293, 521, 1310, 538]
badge-phone-uk: ✆ +44 7775 486841 bbox=[453, 1549, 674, 1565]
badge-name: Jan Shakti News Punjab bbox=[452, 1580, 587, 1592]
whatsapp-icon: ✆ bbox=[1111, 1678, 1124, 1691]
twitter-icon: t bbox=[1315, 1707, 1332, 1724]
article-text-column bbox=[700, 190, 962, 628]
jcb-demolition-photo bbox=[344, 1238, 682, 1536]
footer-social-website: ⊕ WWW.JANSHAKTINEWS.COM bbox=[1096, 1981, 1347, 2023]
